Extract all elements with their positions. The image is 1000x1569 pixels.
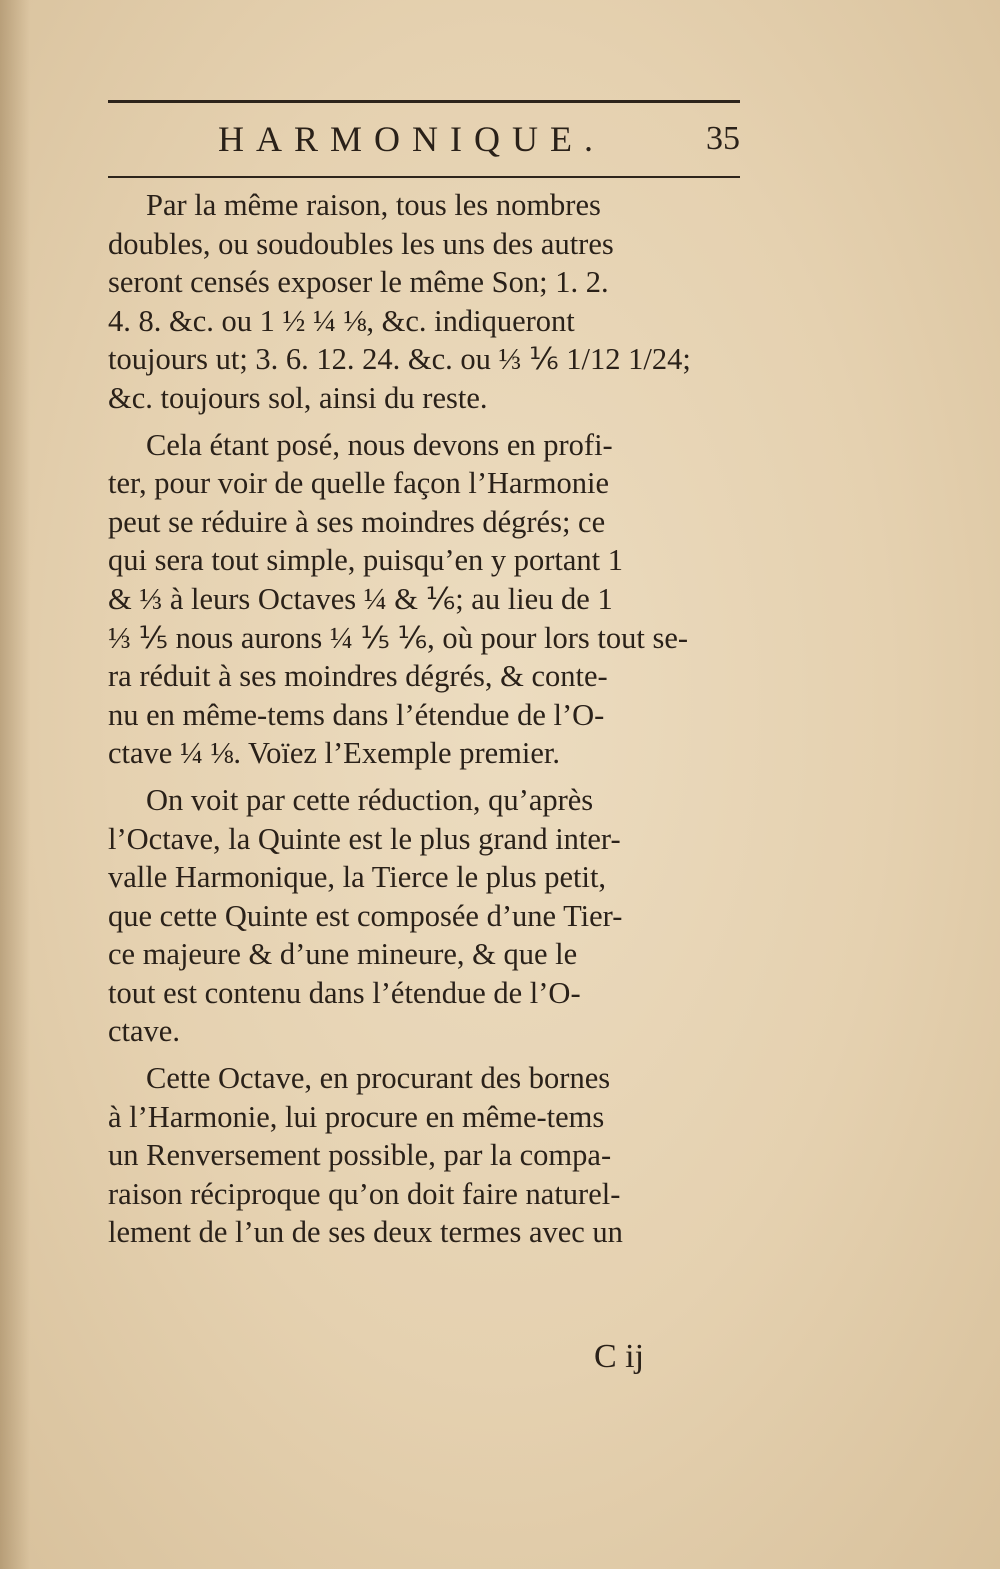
signature-mark: C ij <box>594 1338 645 1375</box>
page-header <box>108 118 740 168</box>
paragraph <box>108 186 740 418</box>
paragraph <box>108 426 740 773</box>
text-line: ctave ¼ ⅛. Voïez l’Exemple premier. <box>108 736 560 771</box>
page-number: 35 <box>706 120 740 157</box>
body-text <box>108 186 740 1260</box>
header-bottom-rule <box>108 176 740 178</box>
text-line: nu en même-tems dans l’étendue de l’O- <box>108 697 605 732</box>
text-line: Cette Octave, en procurant des bornes <box>146 1061 611 1096</box>
text-line: seront censés exposer le même Son; 1. 2. <box>108 265 609 300</box>
page-gutter-shadow <box>0 0 30 1569</box>
text-line: Cela étant posé, nous devons en profi- <box>146 427 613 462</box>
text-line: toujours ut; 3. 6. 12. 24. &c. ou ⅓ ⅙ 1/12 1/24; <box>108 342 691 377</box>
text-line: ce majeure & d’une mineure, & que le <box>108 937 578 972</box>
text-line: doubles, ou soudoubles les uns des autres <box>108 226 614 261</box>
paragraph <box>108 1059 740 1252</box>
text-line: raison réciproque qu’on doit faire naturel- <box>108 1176 621 1211</box>
text-line: lement de l’un de ses deux termes avec un <box>108 1215 623 1250</box>
text-line: qui sera tout simple, puisqu’en y portant 1 <box>108 543 624 578</box>
text-line: que cette Quinte est composée d’une Tier- <box>108 898 623 933</box>
text-line: à l’Harmonie, lui procure en même-tems <box>108 1099 605 1134</box>
text-line: & ⅓ à leurs Octaves ¼ & ⅙; au lieu de 1 <box>108 581 613 616</box>
text-line: 4. 8. &c. ou 1 ½ ¼ ⅛, &c. indiqueront <box>108 303 575 338</box>
paragraph <box>108 781 740 1051</box>
text-line: peut se réduire à ses moindres dégrés; ce <box>108 504 606 539</box>
text-line: valle Harmonique, la Tierce le plus petit, <box>108 860 607 895</box>
text-line: On voit par cette réduction, qu’après <box>146 782 594 817</box>
header-top-rule <box>108 100 740 103</box>
text-line: ⅓ ⅕ nous aurons ¼ ⅕ ⅙, où pour lors tout se- <box>108 620 689 655</box>
text-line: tout est contenu dans l’étendue de l’O- <box>108 975 581 1010</box>
text-line: un Renversement possible, par la compa- <box>108 1138 612 1173</box>
text-line: ctave. <box>108 1014 180 1049</box>
text-line: Par la même raison, tous les nombres <box>146 188 601 222</box>
text-line: ter, pour voir de quelle façon l’Harmonie <box>108 466 609 501</box>
text-line: &c. toujours sol, ainsi du reste. <box>108 380 488 415</box>
text-line: ra réduit à ses moindres dégrés, & conte- <box>108 659 608 694</box>
text-line: l’Octave, la Quinte est le plus grand inter- <box>108 821 621 856</box>
running-title: HARMONIQUE. <box>218 119 605 159</box>
